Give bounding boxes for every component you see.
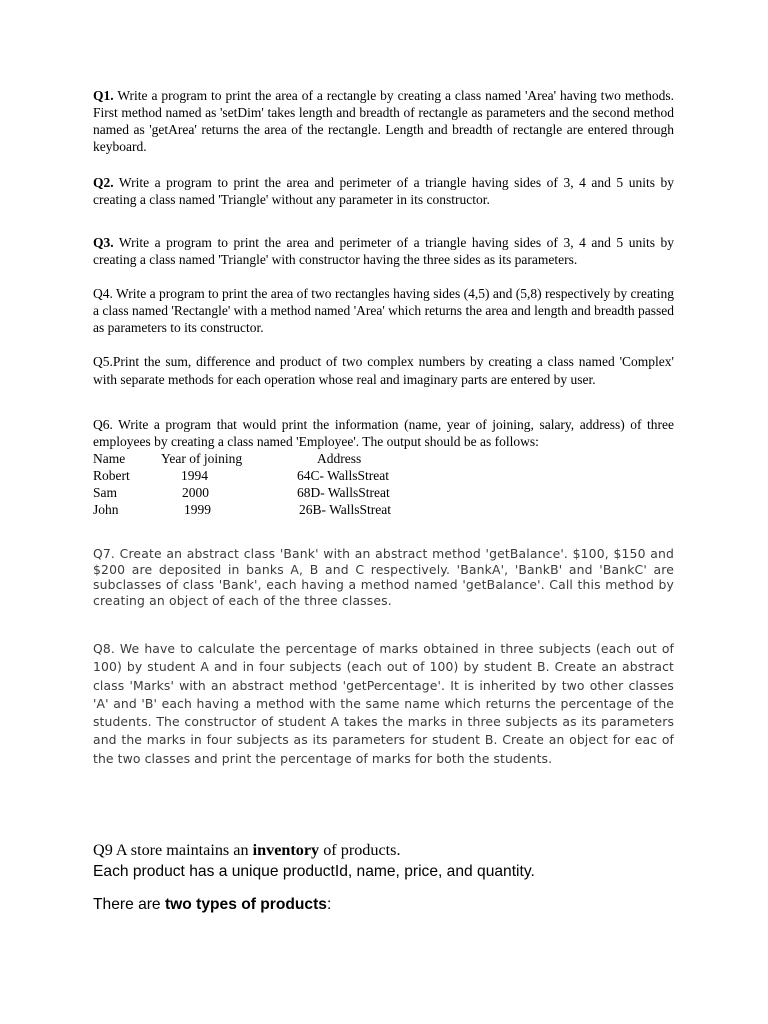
question-9-types-text: There are <box>93 896 165 913</box>
question-3-text: Write a program to print the area and perimeter of a triangle having sides of 3, 4 and 5 units by creating a class named 'Triangle' with constructor having the three sides as its parameters. <box>93 235 674 267</box>
header-address: Address <box>317 451 362 466</box>
question-9-text-end: of products. <box>319 841 401 859</box>
employee-name: Robert <box>93 468 130 483</box>
question-5: Q5.Print the sum, difference and product of two complex numbers by creating a class named 'Complex' with separate methods for each operation whose real and imaginary parts are entered by user. <box>93 354 674 387</box>
question-9-product-fields: Each product has a unique productId, name, price, and quantity. <box>93 863 535 880</box>
question-9-types-colon: : <box>326 896 332 913</box>
employee-name: Sam <box>93 485 118 500</box>
header-year: Year of joining <box>161 451 243 466</box>
employee-address: 68D- WallsStreat <box>297 485 390 500</box>
question-8: Q8. We have to calculate the percentage of marks obtained in three subjects (each out of 100) by student A and in four subjects (each out of 100) by student B. Create an abstract class 'Marks' with an abstract method 'getPercentage'. It is inherited by two other classes 'A' and 'B' each having a method with the same name which returns the percentage of the students. The constructor of student A takes the marks in three subjects as its parameters and the marks in four subjects as its parameters for student B. Create an object for eac of the two classes and print the percentage of marks for both the students. <box>93 641 674 766</box>
question-3-label: Q3. <box>93 235 114 250</box>
employee-address: 64C- WallsStreat <box>297 468 390 483</box>
employee-address: 26B- WallsStreat <box>299 502 392 517</box>
question-9-intro <box>93 840 674 861</box>
question-1 <box>93 87 674 155</box>
question-9-text: Q9 A store maintains an <box>93 841 253 859</box>
employee-table <box>93 450 517 518</box>
question-1-label: Q1. <box>93 88 114 103</box>
employee-table-header <box>93 450 517 467</box>
question-6: Q6. Write a program that would print the information (name, year of joining, salary, address) of three employees by creating a class named 'Employee'. The output should be as follows: <box>93 417 674 449</box>
question-2-text: Write a program to print the area and perimeter of a triangle having sides of 3, 4 and 5 units by creating a class named 'Triangle' without any parameter in its constructor. <box>93 175 674 207</box>
question-2-label: Q2. <box>93 175 114 190</box>
header-name: Name <box>93 451 126 466</box>
question-7: Q7. Create an abstract class 'Bank' with an abstract method 'getBalance'. $100, $150 and $200 are deposited in banks A, B and C respectively. 'BankA', 'BankB' and 'BankC' are subclasses of class 'Bank', each having a method named 'getBalance'. Call this method by creating an object of each of the three classes. <box>93 546 674 608</box>
question-3 <box>93 234 674 268</box>
employee-year: 1999 <box>184 502 211 517</box>
question-9-bold: inventory <box>252 841 320 859</box>
employee-year: 2000 <box>182 485 209 500</box>
question-2 <box>93 174 674 208</box>
question-1-text: Write a program to print the area of a rectangle by creating a class named 'Area' having two methods. First method named as 'setDim' takes length and breadth of rectangle as parameters and the second method named as 'getArea' returns the area of the rectangle. Length and breadth of rectangle are entered through keyboard. <box>93 88 674 154</box>
table-row <box>93 501 517 518</box>
employee-name: John <box>93 502 119 517</box>
employee-year: 1994 <box>181 468 208 483</box>
table-row <box>93 484 517 501</box>
question-4: Q4. Write a program to print the area of two rectangles having sides (4,5) and (5,8) respectively by creating a class named 'Rectangle' with a method named 'Area' which returns the area and length and breadth passed as parameters to its constructor. <box>93 286 674 335</box>
question-9-types-bold: two types of products <box>164 896 327 913</box>
question-9-product-types <box>93 894 674 915</box>
table-row <box>93 467 517 484</box>
